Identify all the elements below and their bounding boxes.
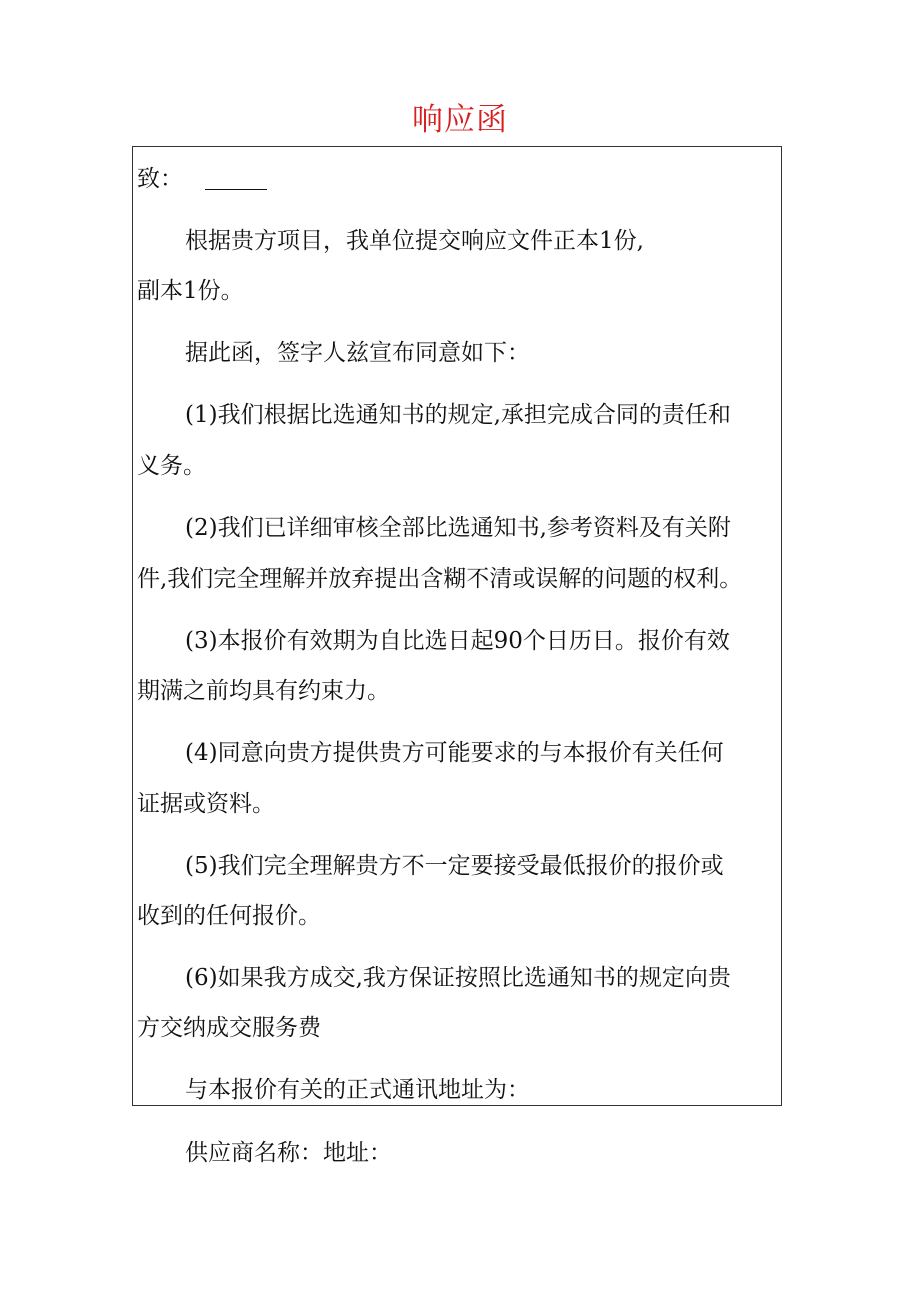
supplier-line: 供应商名称：地址：: [185, 1140, 392, 1166]
intro-line-2: 副本1份。: [137, 278, 244, 304]
declaration-text: 据此函，签字人兹宣布同意如下：: [185, 340, 530, 366]
item-3-line-1: (3)本报价有效期为自比选日起90个日历日。报价有效: [185, 628, 730, 654]
recipient-blank: [205, 171, 267, 190]
address-intro: 与本报价有关的正式通讯地址为：: [185, 1077, 530, 1103]
item-1-line-1: (1)我们根据比选通知书的规定,承担完成合同的责任和: [185, 402, 731, 428]
item-2-line-1: (2)我们已详细审核全部比选通知书,参考资料及有关附: [185, 515, 731, 541]
intro-line-1: 根据贵方项目，我单位提交响应文件正本1份,: [185, 228, 644, 254]
recipient-line: [137, 164, 267, 194]
item-5-line-2: 收到的任何报价。: [137, 903, 321, 929]
item-6-line-1: (6)如果我方成交,我方保证按照比选通知书的规定向贵: [185, 965, 731, 991]
item-4-line-2: 证据或资料。: [137, 791, 275, 817]
item-5-line-1: (5)我们完全理解贵方不一定要接受最低报价的报价或: [185, 853, 724, 879]
document-title: 响应函: [412, 102, 508, 138]
item-2-line-2: 件,我们完全理解并放弃提出含糊不清或误解的问题的权利。: [137, 566, 743, 592]
recipient-label: 致：: [137, 166, 183, 192]
item-4-line-1: (4)同意向贵方提供贵方可能要求的与本报价有关任何: [185, 740, 724, 766]
item-3-line-2: 期满之前均具有约束力。: [137, 678, 390, 704]
item-1-line-2: 义务。: [137, 453, 206, 479]
item-6-line-2: 方交纳成交服务费: [137, 1015, 321, 1041]
